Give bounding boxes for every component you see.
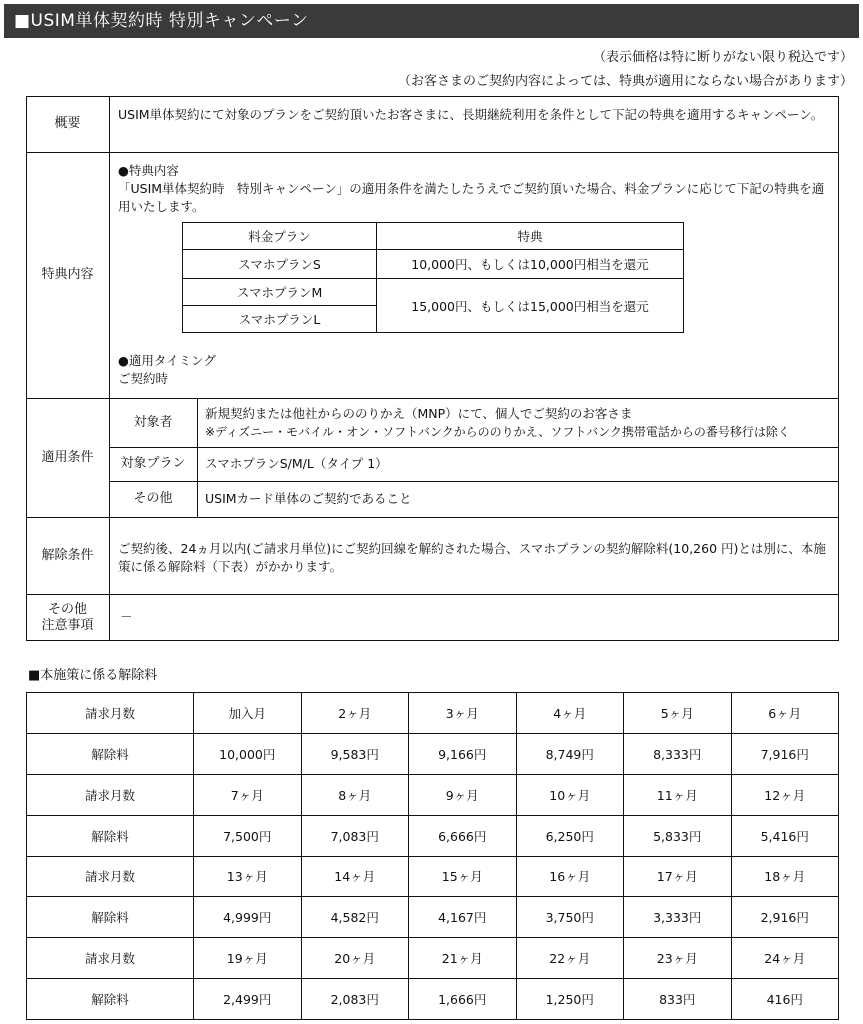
plan-s: スマホプランS	[183, 250, 377, 279]
target-text1: 新規契約または他社からののりかえ（MNP）にて、個人でご契約のお客さま	[205, 406, 633, 421]
rule-cancellation	[26, 594, 839, 595]
plan-m: スマホプランM	[183, 279, 377, 306]
page-title: ■USIM単体契約時 特別キャンペーン	[4, 4, 859, 38]
month-cell: 15ヶ月	[409, 856, 517, 897]
table-row	[27, 693, 839, 734]
month-label: 請求月数	[27, 938, 194, 979]
month-cell: 10ヶ月	[516, 774, 624, 815]
fee-cell: 8,333円	[624, 733, 732, 774]
benefit-text: 「USIM単体契約時 特別キャンペーン」の適用条件を満たしたうえでご契約頂いた場合、料金プランに応じて下記の特典を適用いたします。	[118, 181, 825, 214]
benefit-m-l: 15,000円、もしくは15,000円相当を還元	[377, 279, 684, 333]
misc-label	[26, 594, 109, 641]
fee-cell: 8,749円	[516, 733, 624, 774]
misc-text: －	[120, 609, 133, 624]
target-plan-label: 対象プラン	[120, 456, 186, 471]
table-row	[27, 733, 839, 774]
fee-cell: 5,416円	[731, 815, 839, 856]
month-cell: 6ヶ月	[731, 693, 839, 734]
overview-text: USIM単体契約にて対象のプランをご契約頂いたお客さまに、長期継続利用を条件として下記の特典を適用するキャンペーン。	[118, 107, 824, 122]
month-cell: 12ヶ月	[731, 774, 839, 815]
target-text2: ※ディズニー・モバイル・オン・ソフトバンクからののりかえ、ソフトバンク携帯電話からの番号移行は除く	[205, 425, 790, 439]
table-row	[27, 979, 839, 1020]
month-cell: 20ヶ月	[301, 938, 409, 979]
overview-label: 概要	[54, 116, 81, 131]
conditions-label: 適用条件	[41, 449, 94, 465]
fee-table	[26, 692, 839, 1020]
month-cell: 17ヶ月	[624, 856, 732, 897]
fee-cell: 3,333円	[624, 897, 732, 938]
month-cell: 16ヶ月	[516, 856, 624, 897]
cancellation-text: ご契約後、24ヵ月以内(ご請求月単位)にご契約回線を解約された場合、スマホプランの契約解除料(10,260 円)とは別に、本施策に係る解除料（下表）がかかります。	[118, 541, 826, 574]
fee-cell: 6,250円	[516, 815, 624, 856]
table-row	[27, 815, 839, 856]
fee-cell: 4,999円	[194, 897, 302, 938]
month-cell: 11ヶ月	[624, 774, 732, 815]
info-table-divider	[109, 96, 110, 641]
rule-conditions	[26, 517, 839, 518]
month-cell: 14ヶ月	[301, 856, 409, 897]
fee-section-heading: ■本施策に係る解除料	[28, 668, 158, 683]
fee-cell: 5,833円	[624, 815, 732, 856]
fee-label: 解除料	[27, 979, 194, 1020]
month-cell: 7ヶ月	[194, 774, 302, 815]
table-row	[27, 856, 839, 897]
target-label: 対象者	[133, 414, 173, 430]
month-cell: 19ヶ月	[194, 938, 302, 979]
month-cell: 9ヶ月	[409, 774, 517, 815]
fee-cell: 2,083円	[301, 979, 409, 1020]
fee-cell: 416円	[731, 979, 839, 1020]
target-plan-text: スマホプランS/M/L（タイプ 1）	[205, 456, 388, 471]
rule-plan	[109, 481, 839, 482]
fee-cell: 1,250円	[516, 979, 624, 1020]
month-cell: 22ヶ月	[516, 938, 624, 979]
fee-cell: 3,750円	[516, 897, 624, 938]
fee-label: 解除料	[27, 733, 194, 774]
table-row	[27, 774, 839, 815]
timing-text: ご契約時	[118, 371, 169, 386]
month-cell: 加入月	[194, 693, 302, 734]
table-row	[27, 897, 839, 938]
benefit-s: 10,000円、もしくは10,000円相当を還元	[377, 250, 684, 279]
cancellation-label: 解除条件	[41, 547, 94, 563]
plan-l: スマホプランL	[183, 306, 377, 333]
fee-cell: 4,167円	[409, 897, 517, 938]
month-cell: 24ヶ月	[731, 938, 839, 979]
fee-cell: 2,499円	[194, 979, 302, 1020]
rule-target	[109, 447, 839, 448]
fee-cell: 2,916円	[731, 897, 839, 938]
benefit-header: 特典	[377, 223, 684, 250]
month-cell: 8ヶ月	[301, 774, 409, 815]
plan-header: 料金プラン	[183, 223, 377, 250]
month-cell: 4ヶ月	[516, 693, 624, 734]
benefit-plan-table	[182, 222, 684, 333]
rule-overview	[26, 152, 839, 153]
misc-label-line2: 注意事項	[41, 617, 94, 633]
month-cell: 2ヶ月	[301, 693, 409, 734]
condition-other-label: その他	[133, 491, 173, 506]
month-label: 請求月数	[27, 856, 194, 897]
condition-other-text: USIMカード単体のご契約であること	[205, 491, 412, 506]
fee-cell: 7,083円	[301, 815, 409, 856]
fee-cell: 9,583円	[301, 733, 409, 774]
fee-cell: 6,666円	[409, 815, 517, 856]
fee-cell: 7,916円	[731, 733, 839, 774]
month-cell: 23ヶ月	[624, 938, 732, 979]
month-label: 請求月数	[27, 693, 194, 734]
month-label: 請求月数	[27, 774, 194, 815]
fee-cell: 9,166円	[409, 733, 517, 774]
benefit-label: 特典内容	[41, 267, 94, 282]
notes	[398, 46, 853, 94]
month-cell: 21ヶ月	[409, 938, 517, 979]
fee-cell: 10,000円	[194, 733, 302, 774]
fee-cell: 7,500円	[194, 815, 302, 856]
month-cell: 13ヶ月	[194, 856, 302, 897]
benefit-heading: ●特典内容	[118, 163, 179, 178]
month-cell: 3ヶ月	[409, 693, 517, 734]
table-row	[27, 938, 839, 979]
month-cell: 18ヶ月	[731, 856, 839, 897]
conditions-sub-divider	[197, 398, 198, 517]
fee-label: 解除料	[27, 815, 194, 856]
fee-label: 解除料	[27, 897, 194, 938]
fee-cell: 1,666円	[409, 979, 517, 1020]
note-tax: （表示価格は特に断りがない限り税込です）	[592, 50, 853, 65]
fee-cell: 833円	[624, 979, 732, 1020]
fee-cell: 4,582円	[301, 897, 409, 938]
note-conditions: （お客さまのご契約内容によっては、特典が適用にならない場合があります）	[397, 74, 853, 89]
month-cell: 5ヶ月	[624, 693, 732, 734]
misc-label-line1: その他	[47, 601, 87, 617]
timing-heading: ●適用タイミング	[118, 353, 216, 368]
